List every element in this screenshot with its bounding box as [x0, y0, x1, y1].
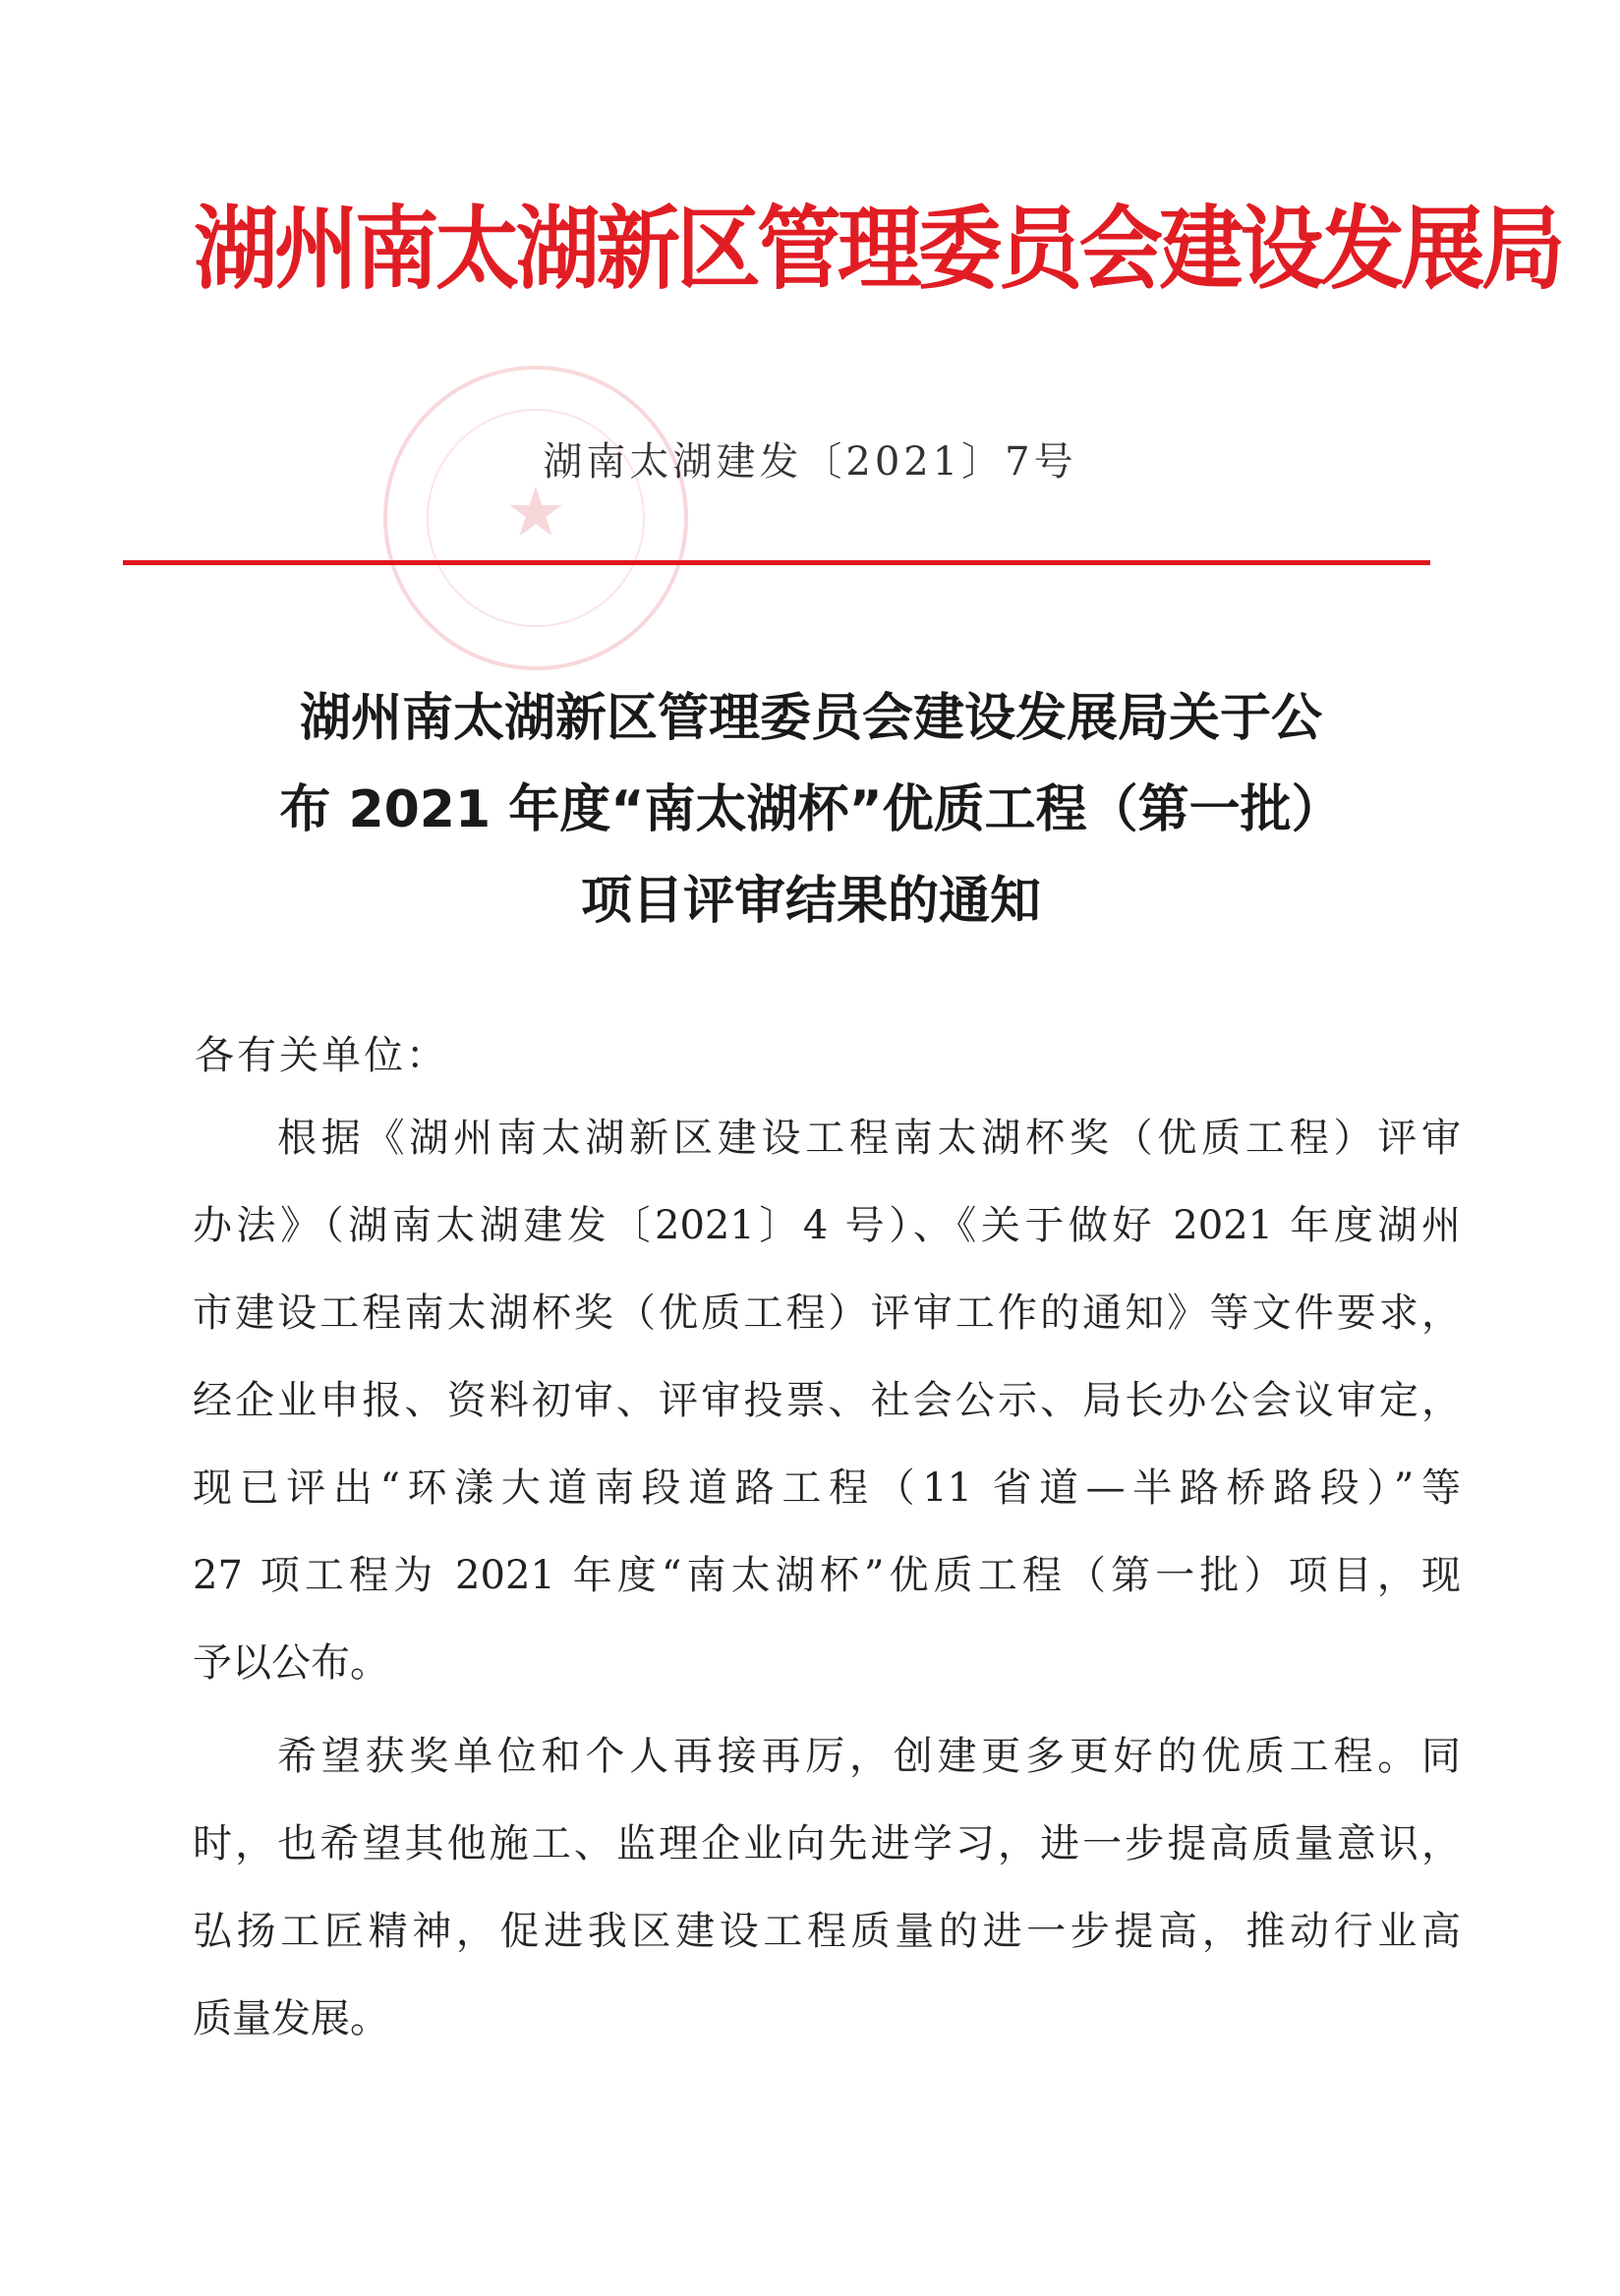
document-number: 湖南太湖建发〔2021〕7号	[543, 439, 1077, 485]
paragraph-line: 办法》（湖南太湖建发〔2021〕4 号）、《关于做好 2021 年度湖州	[193, 1203, 1461, 1248]
paragraph-line: 现已评出“环漾大道南段道路工程（11 省道—半路桥路段）”等	[193, 1465, 1461, 1511]
paragraph-line: 希望获奖单位和个人再接再厉，创建更多更好的优质工程。同	[277, 1734, 1461, 1779]
notice-title	[167, 673, 1455, 947]
body-paragraph	[193, 1713, 1461, 2063]
notice-title-line: 湖州南太湖新区管理委员会建设发展局关于公	[299, 689, 1322, 748]
seal-star-icon: ★	[504, 472, 567, 552]
paragraph-line: 经企业申报、资料初审、评审投票、社会公示、局长办公会议审定，	[193, 1378, 1461, 1423]
paragraph-line: 质量发展。	[193, 1996, 389, 2041]
notice-title-line: 布 2021 年度“南太湖杯”优质工程（第一批）	[279, 780, 1343, 839]
official-seal	[383, 366, 688, 670]
paragraph-line: 根据《湖州南太湖新区建设工程南太湖杯奖（优质工程）评审	[277, 1116, 1461, 1161]
paragraph-line: 弘扬工匠精神，促进我区建设工程质量的进一步提高，推动行业高	[193, 1909, 1461, 1954]
paragraph-line: 予以公布。	[193, 1640, 389, 1686]
paragraph-line: 时，也希望其他施工、监理企业向先进学习，进一步提高质量意识，	[193, 1821, 1461, 1866]
body-paragraph	[193, 1095, 1461, 1707]
salutation: 各有关单位：	[195, 1033, 448, 1078]
paragraph-line: 市建设工程南太湖杯奖（优质工程）评审工作的通知》等文件要求，	[193, 1291, 1461, 1336]
agency-header: 湖州南太湖新区管理委员会建设发展局	[194, 197, 1562, 302]
red-divider-rule	[123, 560, 1430, 565]
notice-title-line: 项目评审结果的通知	[580, 872, 1041, 931]
paragraph-line: 27 项工程为 2021 年度“南太湖杯”优质工程（第一批）项目，现	[193, 1553, 1461, 1598]
